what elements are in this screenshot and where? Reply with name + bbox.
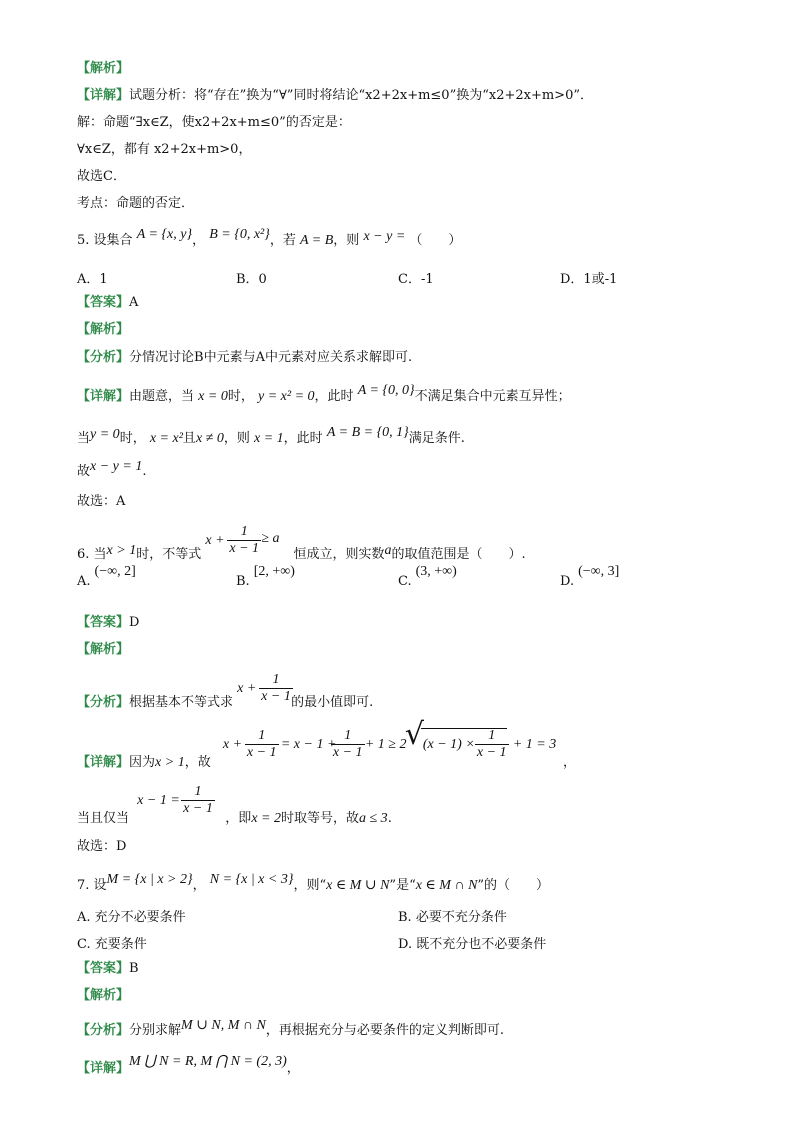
q5-option-a: A．1 — [77, 272, 108, 287]
q5-option-d: D．1或-1 — [560, 272, 618, 287]
sqrt-icon: √ — [404, 717, 424, 752]
q6-option-a: A.(−∞, 2] — [77, 564, 136, 589]
q5-answer: 【答案】A — [77, 295, 139, 310]
q7-option-b: B. 必要不充分条件 — [398, 910, 507, 925]
question-7: 7. 设M = {x | x > 2}， N = {x | x < 3}，则“x ∈ M ∪ N”是“x ∈ M ∩ N”的（ ） — [77, 872, 550, 893]
q7-detail: 【详解】M ⋃ N = R, M ⋂ N = (2, 3)， — [77, 1054, 300, 1076]
q6-answer: 【答案】D — [77, 615, 140, 630]
question-5: 5. 设集合 A = {x, y}， B = {0, x²}，若 A = B，则 x − y = （ ） — [77, 227, 462, 248]
q5-analysis: 【分析】分情况讨论B中元素与A中元素对应关系求解即可. — [77, 350, 413, 365]
detail-4: 【详解】试题分析：将“存在”换为“∀”同时将结论“x2+2x+m≤0”换为“x2+2x+m>0”． — [77, 88, 593, 103]
solution-line-2: ∀x∈Z，都有 x2+2x+m>0， — [77, 142, 252, 157]
q7-analysis: 【分析】分别求解M ∪ N, M ∩ N，再根据充分与必要条件的定义判断即可. — [77, 1018, 505, 1038]
q6-detail: 【详解】因为x > 1，故 x + $\frac{1}{x - 1}$ = x − 1 + $\frac{1}{x - 1}$ + 1 ≥ 2 √ (x − 1) × $\frac{1}{x - 1}$ + 1 = 3 ， — [77, 717, 577, 770]
q7-jiexi-tag: 【解析】 — [77, 988, 130, 1003]
q5-detail-3: 故x − y = 1. — [77, 459, 147, 479]
solution-line-1: 解：命题“∃x∈Z，使x2+2x+m≤0”的否定是： — [77, 115, 351, 130]
q7-answer: 【答案】B — [77, 961, 139, 976]
jiexi-tag-4: 【解析】 — [77, 61, 130, 76]
q5-option-b: B．0 — [236, 272, 267, 287]
q5-select: 故选：A — [77, 494, 126, 509]
q6-jiexi-tag: 【解析】 — [77, 642, 130, 657]
q6-select: 故选：D — [77, 839, 127, 854]
q6-equality: 当且仅当 x − 1 = $\frac{1}{x - 1}$ ，即x = 2时取等号，故a ≤ 3. — [77, 784, 392, 826]
q7-option-a: A. 充分不必要条件 — [77, 910, 186, 925]
solution-line-4: 考点：命题的否定． — [77, 196, 195, 211]
q6-option-d: D.(−∞, 3] — [560, 564, 620, 589]
q6-option-c: C.(3, +∞) — [398, 564, 457, 589]
q6-analysis: 【分析】根据基本不等式求 x + $\frac{1}{x - 1}$ 的最小值即可. — [77, 672, 374, 710]
solution-line-3: 故选C． — [77, 169, 126, 184]
q5-detail-2: 当y = 0时， x = x²且x ≠ 0，则 x = 1，此时 A = B = {0, 1}满足条件. — [77, 425, 465, 446]
q7-option-d: D. 既不充分也不必要条件 — [398, 937, 547, 952]
q5-option-c: C．-1 — [398, 272, 434, 287]
q5-detail-1: 【详解】由题意，当 x = 0时， y = x² = 0，此时 A = {0, 0}不满足集合中元素互异性； — [77, 383, 571, 404]
question-6: 6. 当x > 1时，不等式 x + $\frac{1}{x - 1}$ ≥ a 恒成立，则实数a的取值范围是（ ）. — [77, 524, 526, 562]
q7-option-c: C. 充要条件 — [77, 937, 147, 952]
q6-option-b: B.[2, +∞) — [236, 564, 295, 589]
q5-jiexi-tag: 【解析】 — [77, 322, 130, 337]
